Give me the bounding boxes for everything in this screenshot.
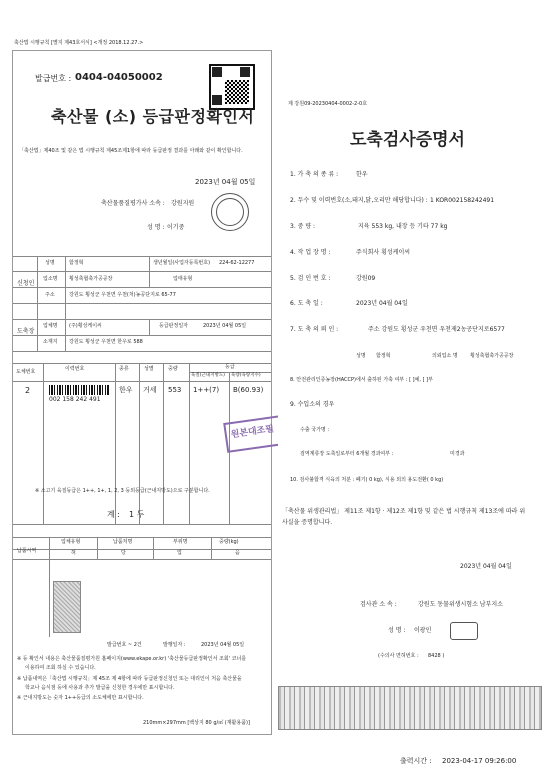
applicant-birth-key: 생년월일(사업자등록번호) — [153, 260, 211, 266]
scan-artifact-image — [53, 581, 81, 633]
office-label: 검사관 소 속 : — [360, 601, 397, 608]
stamp-text: 원본대조필 — [230, 424, 275, 441]
item-6-value: 2023년 04월 04일 — [356, 300, 408, 307]
item-2-key: 2. 두수 및 이력번호(소,돼지,닭,오리만 해당합니다) : — [290, 197, 428, 204]
seller-cell-a: 혀 — [71, 550, 76, 556]
certification-basis-wrap — [282, 506, 532, 528]
item-1-value: 한우 — [356, 171, 368, 178]
yield-grade: B(60.93) — [233, 386, 264, 394]
item-5-key: 5. 검 인 번 호 : — [290, 275, 331, 282]
business-name-key: 업소명 — [43, 276, 58, 282]
requester-org: 횡성축협축가공공장 — [470, 353, 514, 359]
inspector-name: 이기중 — [167, 224, 185, 231]
company-name: (주)횡성케이씨 — [69, 323, 102, 329]
barcode-icon — [49, 385, 109, 395]
seller-th-weight: 중량(kg) — [219, 539, 239, 545]
weight: 553 — [168, 386, 182, 394]
total-label: 계 : — [107, 510, 120, 519]
item-4-key: 4. 작 업 장 명 : — [290, 249, 331, 256]
page-header: 축산법 시행규칙 [별지 제43호서식] <개정 2018.12.27.> — [14, 40, 144, 46]
item-7-value: 주소 강원도 횡성군 우천면 우천제2농공단지로6577 — [368, 326, 505, 333]
output-time: 2023-04-17 09:26:00 — [442, 757, 517, 765]
grade-note: ※ 소고기 육질등급은 1++, 1+, 1, 2, 3 등외등급(근내지방도)으로 구분합니다. — [35, 488, 210, 494]
slaughterhouse-label: 도축장 — [17, 328, 35, 335]
requester-org-label: 의뢰업소 명 — [432, 353, 458, 359]
office: 강원도 동물위생시험소 남부지소 — [418, 601, 503, 608]
footnote-1: ※ 등 확인서 내용은 축산물품질평가원 홈페이지(www.ekape.or.kr) '축산물등급판정확인서 조회' 코너를 — [17, 656, 247, 662]
issue-date: 2023년 04월 05일 — [201, 642, 245, 648]
th-yield: 육량(육량지수) — [231, 373, 261, 378]
grading-date-value: 2023년 04월 05일 — [203, 323, 247, 329]
requester-name-label: 성명 — [356, 353, 366, 359]
inspector-name-label: 성 명 : — [147, 224, 165, 231]
vet-name-label: 성 명 : — [388, 627, 406, 634]
item-9: 9. 수입소의 경우 — [290, 401, 335, 408]
seller-label: 납품시역 — [17, 548, 37, 554]
scan-artifact-strip — [278, 686, 542, 730]
seller-cell-b: 당 — [121, 550, 126, 556]
inspector-org: 강원지원 — [171, 200, 195, 207]
item-1-key: 1. 가 축 의 종 류 : — [290, 171, 339, 178]
seller-th-part: 부위명 — [173, 539, 188, 545]
grading-date: 2023년 04월 05일 — [195, 178, 256, 186]
certification-basis: 「축산물 위생관리법」 제11조 제1항 · 제12조 제1항 및 같은 법 시행규칙 제13조에 따라 위 사실을 증명합니다. — [282, 508, 526, 526]
applicant-label: 신청인 — [17, 280, 35, 287]
th-sex: 성별 — [144, 366, 154, 372]
item-5-value: 강원09 — [356, 275, 376, 282]
item-9b: 검역계류장 도축일로부터 6개월 경과여부 : — [300, 451, 394, 457]
item-9b-value: 미경과 — [450, 451, 465, 457]
vet-name: 이광인 — [414, 627, 432, 634]
issue-label: 발급번호 : — [35, 74, 72, 83]
footnote-5: ※ 근내지방도는 숫자 1++등급의 소도체에만 표시합니다. — [17, 695, 144, 701]
item-6-key: 6. 도 축 일 : — [290, 300, 323, 307]
item-9a: 수출 국가명 : — [300, 427, 330, 433]
issue-number: 0404-04050002 — [75, 72, 163, 83]
vet-seal-icon — [450, 622, 478, 640]
original-copy-stamp — [223, 415, 285, 453]
seller-cell-d: 음 — [235, 550, 240, 556]
item-4-value: 주식회사 횡성케이씨 — [356, 249, 411, 256]
applicant-birth: 224-62-12277 — [219, 260, 255, 266]
license-number: 8428 ) — [428, 653, 445, 659]
right-title: 도축검사증명서 — [350, 130, 465, 150]
th-quality: 육질(근내지방도) — [191, 373, 225, 378]
th-grade: 등급 — [225, 364, 235, 370]
business-name: 횡성축협축가공공장 — [69, 276, 113, 282]
address-key: 주소 — [45, 292, 55, 298]
location: 강원도 횡성군 우천면 한우로 588 — [69, 339, 143, 345]
issue-date-label: 발행일자 : — [163, 642, 186, 648]
th-carcass-no: 도체번호 — [16, 369, 36, 375]
th-weight: 중량 — [168, 366, 178, 372]
output-time-label: 출력시간 : — [400, 757, 432, 765]
company-name-key: 업체명 — [43, 323, 58, 329]
seller-cell-c: 업 — [177, 550, 182, 556]
seller-th-type: 업체유형 — [61, 539, 81, 545]
basis-text: 「축산법」제40조 및 같은 법 시행규칙 제45조제1항에 따라 등급판정 결과를 아래와 같이 확인합니다. — [19, 148, 243, 154]
issue-note: 발급번호 ~ 2건 — [107, 642, 142, 648]
quality-grade: 1++(7) — [193, 386, 220, 394]
kind: 한우 — [119, 386, 133, 394]
paper-size: 210mm×297mm [백상지 80 g/㎡ (재활용품)] — [143, 720, 250, 726]
slaughter-inspection-certificate — [278, 70, 540, 673]
official-seal-icon — [211, 193, 249, 231]
applicant-name-key: 성명 — [45, 260, 55, 266]
item-7-key: 7. 도 축 의 뢰 인 : — [290, 326, 339, 333]
license-label: (수의사 면허번호 : — [378, 653, 419, 659]
right-doc-no: 제 강원09-20230404-0002-2-0호 — [288, 101, 368, 107]
carcass-no: 2 — [25, 386, 31, 395]
item-3-value: 지육 553 kg, 내장 등 기타 77 kg — [358, 223, 448, 230]
sex: 거세 — [143, 386, 157, 394]
address: 강원도 횡성군 우천면 우천(처)농공단지로 65-77 — [69, 292, 176, 298]
item-8: 8. 안전관리인증농장(HACCP)에서 출하된 가축 여부 : [ ]예, [ ]부 — [290, 377, 433, 383]
footnote-4: 학교나 음식점 등에 사용과 추가 발급을 신청한 경우에만 표시합니다. — [25, 685, 175, 691]
item-10: 10. 검사불합격 식육의 처분 : 폐기( 0 kg), 식용 외의 용도전환( 0 kg) — [290, 477, 444, 483]
th-trace-id: 이력번호 — [65, 366, 85, 372]
inspector-label: 축산물품질평가사 소속 : — [101, 200, 165, 207]
grading-certificate — [12, 50, 275, 735]
qr-code-icon — [209, 64, 255, 110]
footnote-3: ※ 납품내역은「축산법 시행규칙」제 45조 제 4항에 따라 등급판정신청인 또는 대리인이 처음 축산물을 — [17, 676, 242, 682]
applicant-name: 함정혁 — [69, 260, 84, 266]
item-2-value: 1 KOR002158242491 — [430, 197, 495, 204]
location-key: 소재지 — [43, 339, 58, 345]
total-value: 1 두 — [129, 510, 145, 519]
document-title: 축산물 (소) 등급판정확인서 — [51, 107, 255, 126]
business-type-key: 업태유형 — [173, 276, 193, 282]
right-date: 2023년 04월 04일 — [460, 563, 512, 570]
seller-th-name: 납품처명 — [113, 539, 133, 545]
trace-id: 002 158 242 491 — [49, 396, 101, 403]
grading-date-key: 등급판정일자 — [159, 323, 188, 329]
item-3-key: 3. 중 량 : — [290, 223, 316, 230]
th-kind: 종류 — [119, 366, 129, 372]
footnote-2: 이용하여 조회 하실 수 있습니다. — [25, 665, 96, 671]
requester-name: 함정혁 — [376, 353, 391, 359]
